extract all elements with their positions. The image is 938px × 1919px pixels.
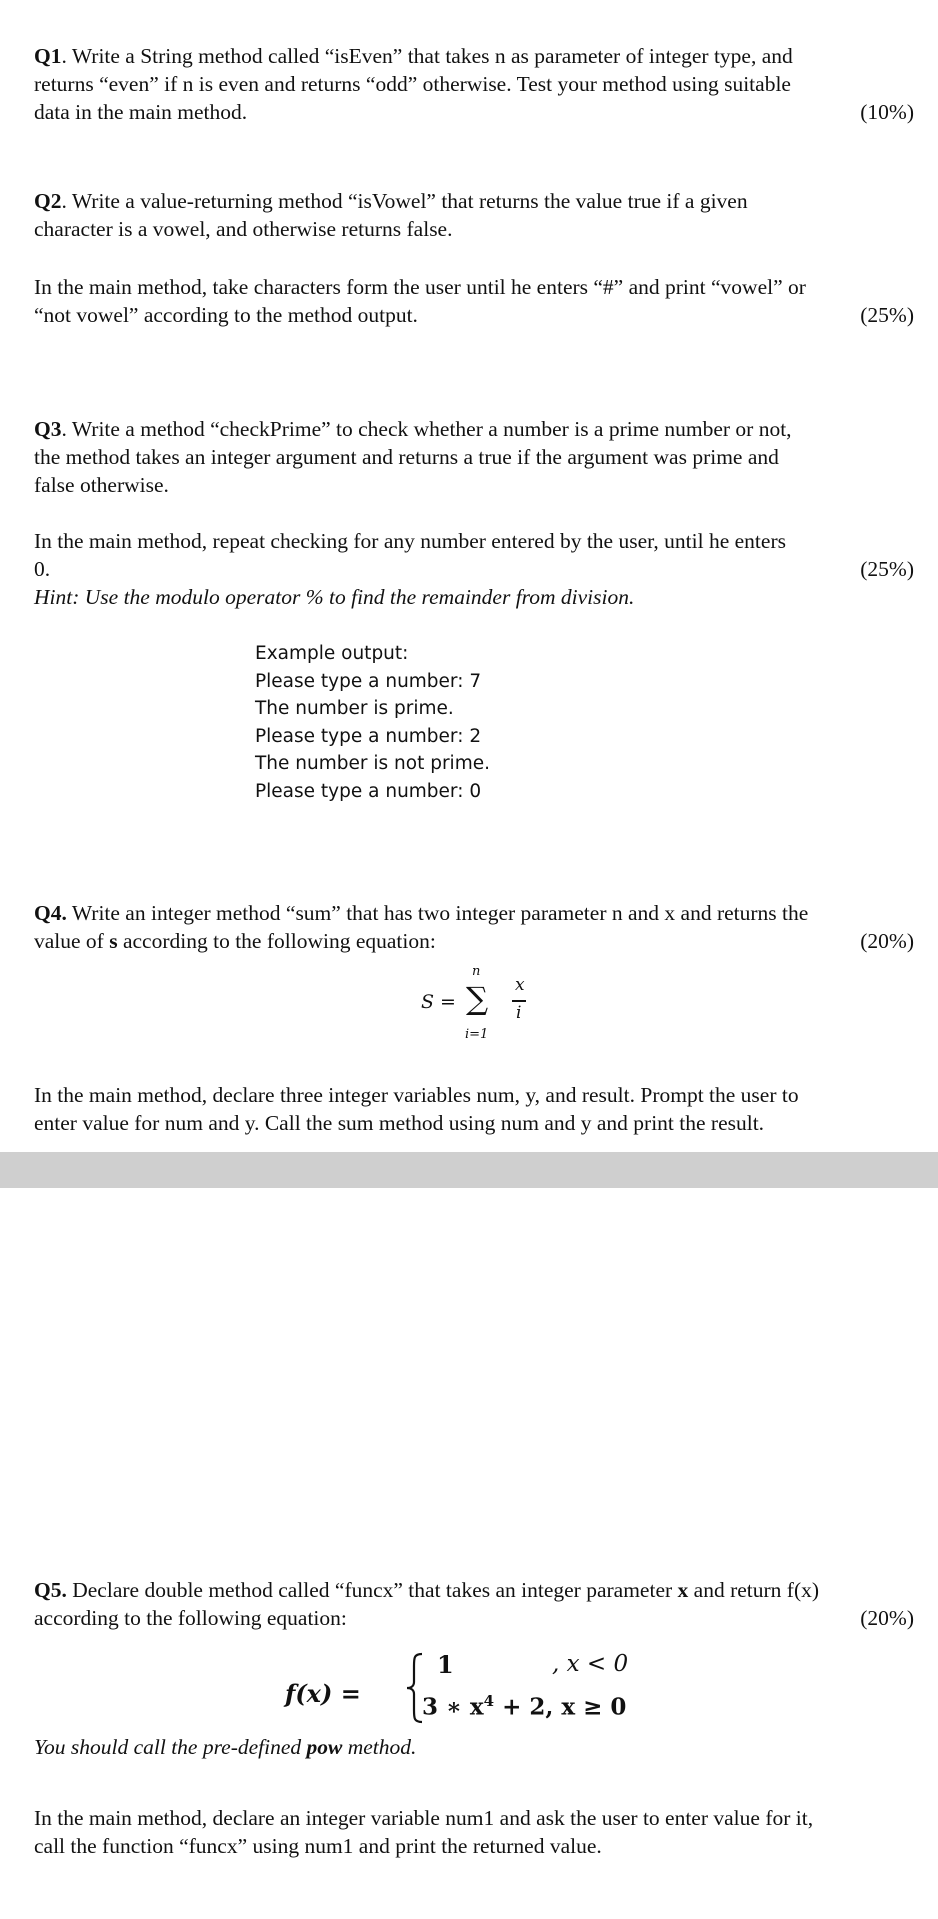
question-5-note-pre: You should call the pre-defined [34,1735,307,1759]
question-5-note-post: method. [342,1735,417,1759]
question-5-note-pow: pow [306,1735,343,1759]
question-4-number: Q4. [34,901,67,925]
question-4-line-2b: according to the following equation: [117,929,436,953]
question-2-percent: (25%) [860,303,914,327]
question-1 [34,42,914,126]
question-3-main-line-2: 0. [34,557,51,581]
question-5-line-1a: Declare double method called “funcx” that takes an integer parameter [66,1578,678,1602]
example-output-line: The number is not prime. [255,753,490,774]
sum-equation-numerator: x [515,975,525,995]
example-output-line: The number is prime. [255,698,454,719]
question-1-number: Q1 [34,44,62,68]
question-5-main-line-1: In the main method, declare an integer variable num1 and ask the user to enter value for it, [34,1806,814,1830]
question-5-line-1b: and return f(x) [688,1578,820,1602]
question-5-note [34,1733,914,1761]
sum-equation-lower: i=1 [465,1027,489,1042]
question-4-percent: (20%) [860,929,914,953]
question-5 [34,1576,914,1632]
sum-sigma-icon: ∑ [466,981,489,1017]
sum-equation-denominator: i [516,1003,522,1023]
question-1-percent: (10%) [860,100,914,124]
question-2-main-line-1: In the main method, take characters form the user until he enters “#” and print “vowel” or [34,275,806,299]
question-3-main-line-1: In the main method, repeat checking for any number entered by the user, until he enters [34,529,786,553]
question-1-line-1: . Write a String method called “isEven” that takes n as parameter of integer type, and [61,44,793,68]
question-5-line-2: according to the following equation: [34,1606,347,1630]
question-2-line-1: . Write a value-returning method “isVowel” that returns the value true if a given [61,189,748,213]
sum-equation-lhs: S = [421,991,456,1013]
funcx-case2-rest: + 2, x ≥ 0 [494,1693,627,1721]
question-4-main [34,1081,914,1137]
funcx-case2-exponent: 4 [483,1692,495,1710]
example-output-line: Please type a number: 7 [255,670,482,692]
question-5-number: Q5. [34,1578,67,1602]
question-2-main [34,273,914,329]
funcx-case1-value: 1 [437,1650,454,1679]
example-output [255,640,490,805]
question-4-main-line-2: enter value for num and y. Call the sum method using num and y and print the result. [34,1111,765,1135]
question-1-line-2: returns “even” if n is even and returns “odd” otherwise. Test your method using suitable [34,72,791,96]
question-3-line-3: false otherwise. [34,473,169,497]
funcx-equation-lhs: f(x) = [285,1679,361,1708]
question-3-line-2: the method takes an integer argument and returns a true if the argument was prime and [34,445,779,469]
question-3 [34,415,914,499]
sum-equation-upper: n [472,964,481,979]
example-output-line: Please type a number: 0 [255,780,482,802]
funcx-case2-value: 3 ∗ x [422,1693,484,1721]
question-1-line-3: data in the main method. [34,100,248,124]
question-4-line-1: Write an integer method “sum” that has two integer parameter n and x and returns the [66,901,809,925]
question-2-line-2: character is a vowel, and otherwise returns false. [34,217,453,241]
question-5-main [34,1804,914,1860]
question-5-var-x: x [677,1578,689,1602]
question-3-percent: (25%) [860,557,914,581]
page-divider [0,1152,938,1188]
example-output-line: Please type a number: 2 [255,725,482,747]
question-4-var-s: s [109,929,118,953]
question-4-line-2a: value of [34,929,110,953]
question-5-main-line-2: call the function “funcx” using num1 and print the returned value. [34,1834,602,1858]
question-3-main [34,527,914,611]
question-2 [34,187,914,243]
funcx-case1-condition: , x < 0 [552,1651,629,1677]
question-3-number: Q3 [34,417,62,441]
question-3-line-1: . Write a method “checkPrime” to check whether a number is a prime number or not, [61,417,792,441]
question-4 [34,899,914,955]
question-3-hint: Hint: Use the modulo operator % to find the remainder from division. [34,585,635,609]
question-2-main-line-2: “not vowel” according to the method output. [34,303,418,327]
question-5-percent: (20%) [860,1606,914,1630]
question-4-main-line-1: In the main method, declare three integer variables num, y, and result. Prompt the user to [34,1083,799,1107]
question-2-number: Q2 [34,189,62,213]
funcx-case2 [422,1692,626,1721]
example-output-line: Example output: [255,643,409,664]
sum-fraction-bar [512,1000,526,1002]
